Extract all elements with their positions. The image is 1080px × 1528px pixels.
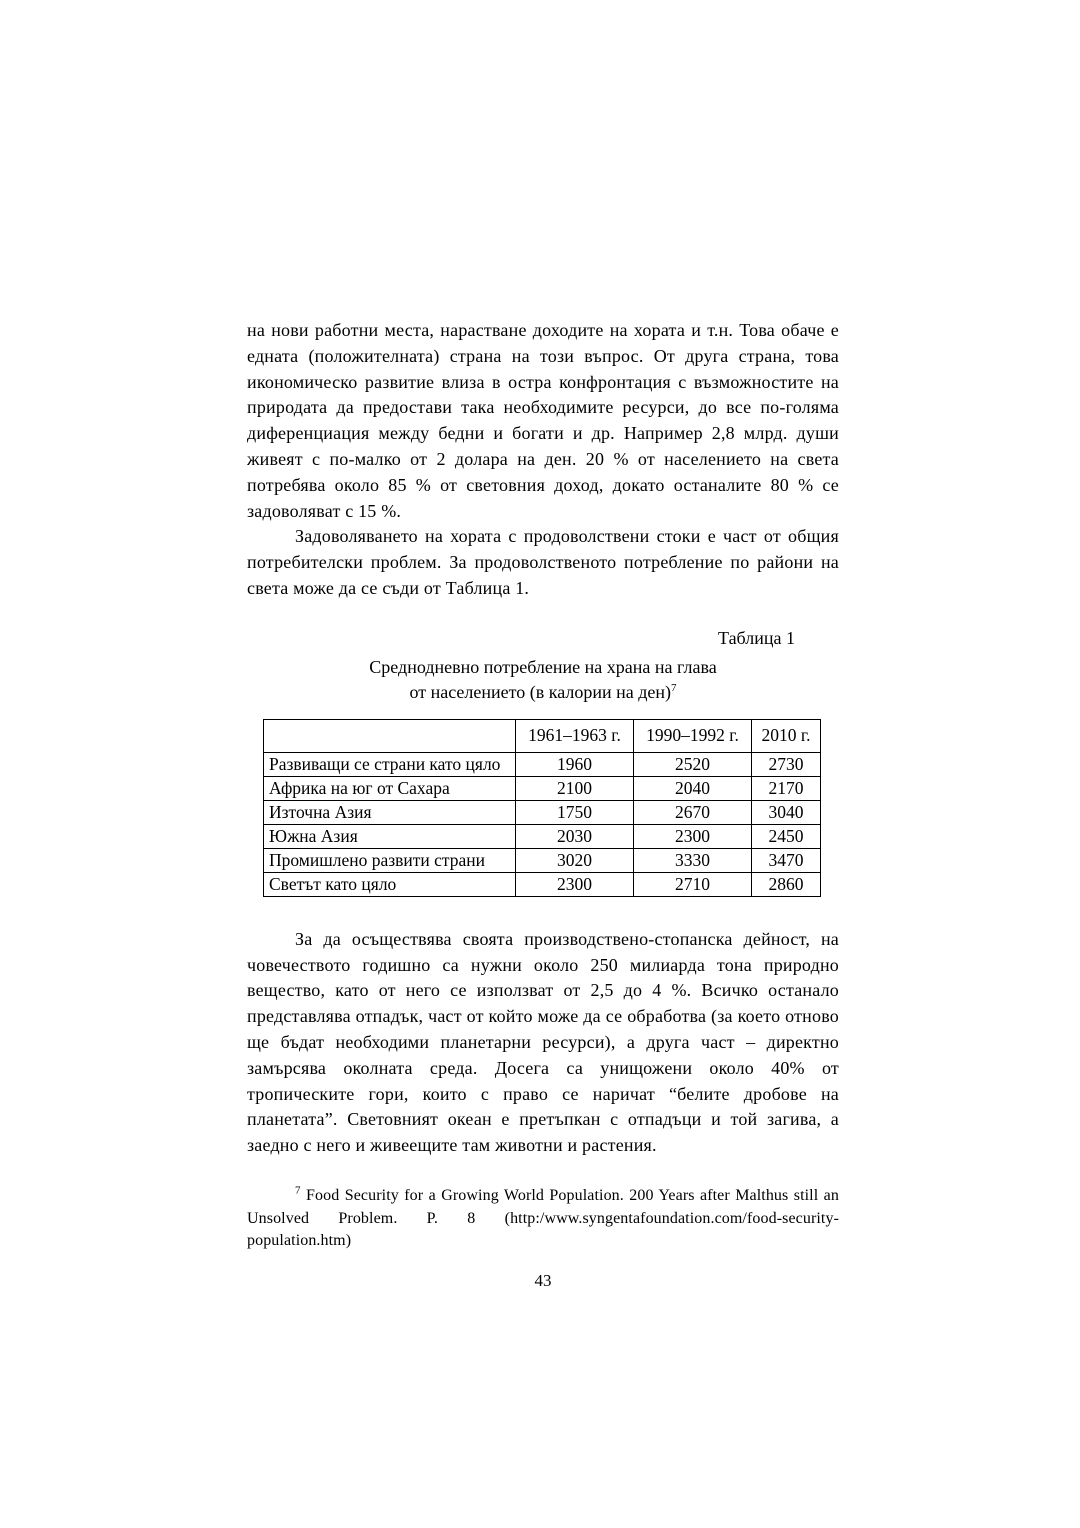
cell-value: 2100 xyxy=(516,776,634,800)
consumption-table xyxy=(263,719,821,897)
paragraph-3: За да осъществява своята производствено-стопанска дейност, на човечеството годишно са нужни около 250 милиарда тона природно вещество, като от него се използват от 2,5 до 4 %. Всичко останало представлява отпадък, част от който може да се обработва (за което отново ще бъдат необходими планетарни ресурси), а друга част – директно замърсява околната среда. Досега са унищожени около 40% от тропическите гори, които с право се наричат “белите дробове на планетата”. Световният океан е претъпкан с отпадъци и той загива, а заедно с него и живеещите там животни и растения. xyxy=(247,928,839,1156)
paragraph-1: на нови работни места, нарастване доходите на хората и т.н. Това обаче е едната (положителната) страна на този въпрос. От друга страна, това икономическо развитие влиза в остра конфронтация с възможностите на природата да предостави така необходимите ресурси, до все по-голяма диференциация между бедни и богати и др. Например 2,8 млрд. души живеят с по-малко от 2 долара на ден. 20 % от населението на света потребява около 85 % от световния доход, докато останалите 80 % се задоволяват с 15 %. xyxy=(247,320,839,521)
table-header-empty xyxy=(264,719,516,752)
table-header-row xyxy=(264,719,821,752)
table-row xyxy=(264,752,821,776)
cell-value: 2300 xyxy=(516,872,634,896)
cell-value: 3330 xyxy=(634,848,752,872)
cell-value: 2170 xyxy=(752,776,821,800)
table-caption-line2: от населението (в калории на ден) xyxy=(409,681,672,702)
cell-value: 2450 xyxy=(752,824,821,848)
cell-value: 2040 xyxy=(634,776,752,800)
cell-value: 3470 xyxy=(752,848,821,872)
row-label: Южна Азия xyxy=(264,824,516,848)
footnote-text: Food Security for a Growing World Population. 200 Years after Malthus still an Unsolved Problem. P. 8 (http:/www.syngentafoundation.com/food-security-population.htm) xyxy=(247,1186,839,1250)
row-label: Африка на юг от Сахара xyxy=(264,776,516,800)
paragraph-2: Задоволяването на хората с продоволствени стоки е част от общия потребителски проблем. За продоволственото потребление по райони на света може да се съди от Таблица 1. xyxy=(247,526,839,598)
table-header-2010: 2010 г. xyxy=(752,719,821,752)
row-label: Светът като цяло xyxy=(264,872,516,896)
footnote-ref: 7 xyxy=(295,1184,301,1197)
row-label: Източна Азия xyxy=(264,800,516,824)
row-label: Развиващи се страни като цяло xyxy=(264,752,516,776)
table-row xyxy=(264,824,821,848)
text-column xyxy=(247,318,839,1291)
cell-value: 1750 xyxy=(516,800,634,824)
caption-footnote-ref: 7 xyxy=(671,681,677,694)
table-row xyxy=(264,800,821,824)
table-label: Таблица 1 xyxy=(718,627,795,648)
footnote xyxy=(247,1185,839,1253)
row-label: Промишлено развити страни xyxy=(264,848,516,872)
cell-value: 2710 xyxy=(634,872,752,896)
table-caption-line1: Среднодневно потребление на храна на глава xyxy=(369,656,717,677)
cell-value: 1960 xyxy=(516,752,634,776)
table-header-1961-1963: 1961–1963 г. xyxy=(516,719,634,752)
cell-value: 2030 xyxy=(516,824,634,848)
cell-value: 2860 xyxy=(752,872,821,896)
cell-value: 2300 xyxy=(634,824,752,848)
cell-value: 2730 xyxy=(752,752,821,776)
page-number: 43 xyxy=(534,1270,552,1290)
table-row xyxy=(264,848,821,872)
cell-value: 2520 xyxy=(634,752,752,776)
table-row xyxy=(264,776,821,800)
cell-value: 2670 xyxy=(634,800,752,824)
cell-value: 3020 xyxy=(516,848,634,872)
cell-value: 3040 xyxy=(752,800,821,824)
table-caption xyxy=(247,655,839,705)
table-row xyxy=(264,872,821,896)
table-header-1990-1992: 1990–1992 г. xyxy=(634,719,752,752)
